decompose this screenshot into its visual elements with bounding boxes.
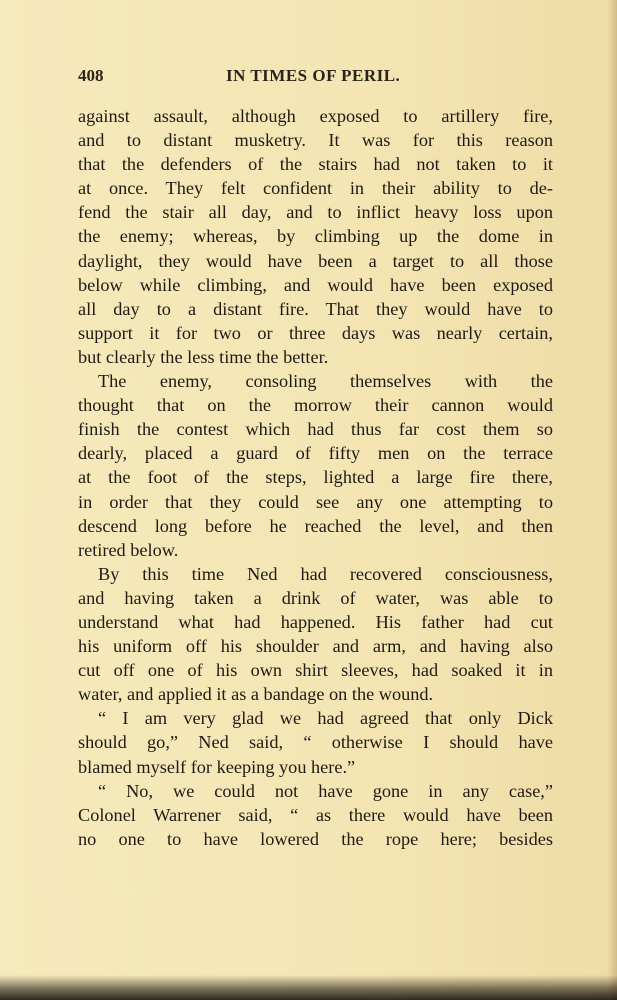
text-line: no one to have lowered the rope here; besides: [78, 828, 553, 849]
text-line: in order that they could see any one attempting to: [78, 491, 553, 512]
paragraph-end-line: retired below.: [78, 539, 179, 560]
text-line: support it for two or three days was nearly certain,: [78, 322, 553, 343]
paragraph-start-line: The enemy, consoling themselves with the: [98, 371, 553, 392]
text-line: descend long before he reached the level, and then: [78, 515, 553, 536]
paragraph-end-line: water, and applied it as a bandage on the wound.: [78, 684, 434, 705]
page-header: [78, 62, 553, 90]
paragraph-start-line: “ I am very glad we had agreed that only Dick: [98, 708, 553, 729]
text-line: daylight, they would have been a target to all those: [78, 250, 553, 271]
page-number: 408: [78, 66, 104, 85]
page-edge-shadow: [607, 0, 617, 1000]
text-line: cut off one of his own shirt sleeves, had soaked it in: [78, 660, 553, 681]
text-line: below while climbing, and would have been exposed: [78, 274, 553, 295]
text-line: thought that on the morrow their cannon would: [78, 395, 553, 416]
text-line: and to distant musketry. It was for this reason: [78, 130, 553, 151]
text-line: the enemy; whereas, by climbing up the dome in: [78, 226, 553, 247]
paragraph-start-line: “ No, we could not have gone in any case,”: [98, 780, 553, 801]
paragraph-end-line: but clearly the less time the better.: [78, 346, 329, 367]
paragraph-end-line: blamed myself for keeping you here.”: [78, 756, 356, 777]
scan-bottom-shadow: [0, 975, 617, 1000]
text-line: against assault, although exposed to artillery fire,: [78, 106, 553, 126]
text-line: all day to a distant fire. That they would have to: [78, 298, 553, 319]
text-line: at once. They felt confident in their ability to de-: [78, 178, 553, 199]
text-line: finish the contest which had thus far cost them so: [78, 419, 553, 440]
text-line: understand what had happened. His father had cut: [78, 611, 553, 632]
text-line: should go,” Ned said, “ otherwise I should have: [78, 732, 553, 753]
text-line: Colonel Warrener said, “ as there would have been: [78, 804, 553, 825]
paragraph-start-line: By this time Ned had recovered consciousness,: [98, 563, 553, 584]
running-title: IN TIMES OF PERIL.: [226, 66, 401, 85]
text-line: that the defenders of the stairs had not taken to it: [78, 154, 553, 175]
text-line: dearly, placed a guard of fifty men on the terrace: [78, 443, 553, 464]
text-line: his uniform off his shoulder and arm, and having also: [78, 636, 553, 657]
text-line: fend the stair all day, and to inflict heavy loss upon: [78, 202, 553, 223]
body-text: [78, 104, 553, 851]
text-line: and having taken a drink of water, was able to: [78, 587, 553, 608]
text-line: at the foot of the steps, lighted a large fire there,: [78, 467, 553, 488]
